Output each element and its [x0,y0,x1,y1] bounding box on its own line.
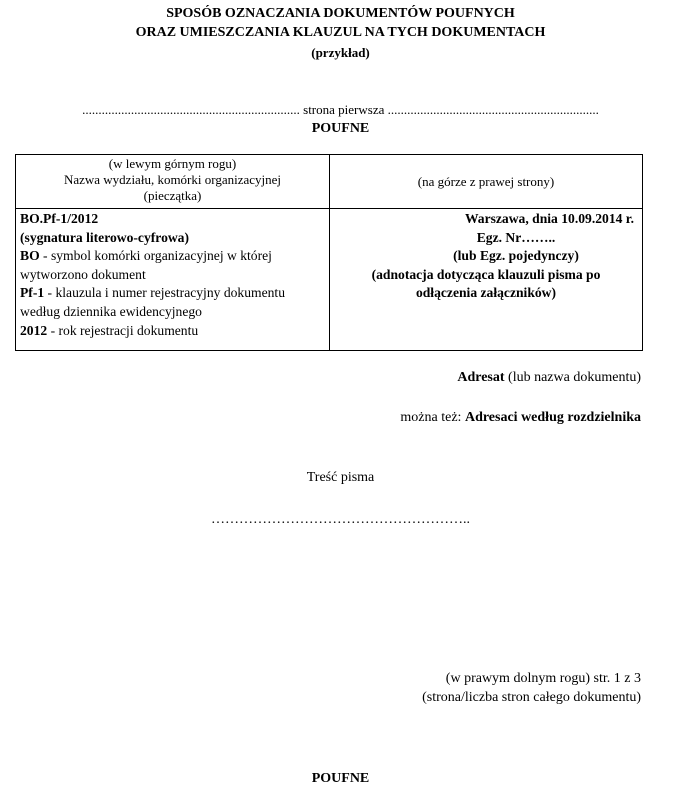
single-copy: (lub Egz. pojedynczy) [453,248,579,264]
pf-desc-2: według dziennika ewidencyjnego [20,303,202,319]
left-header-line-2: Nazwa wydziału, komórki organizacyjnej [63,172,282,187]
clause-note-2: odłączenia załączników) [415,285,557,301]
addressees-alt [400,410,641,426]
bo-desc: - symbol komórki organizacyjnej w której [39,248,272,264]
page-number-block [422,669,641,707]
bo-code: BO [20,248,40,264]
addressee-rest: (lub nazwa dokumentu) [504,370,641,385]
addressees-bold: Adresaci według rozdzielnika [464,410,641,425]
signature-desc: (sygnatura literowo-cyfrowa) [20,229,190,245]
content-label: Treść pisma [306,470,375,485]
classification-top: POUFNE [311,121,370,136]
left-header-line-1: (w lewym górnym rogu) [108,156,237,171]
signature: BO.Pf-1/2012 [20,211,99,226]
pf-desc: - klauzula i numer rejestracyjny dokumentu [44,285,285,301]
page-number-line-1: (w prawym dolnym rogu) str. 1 z 3 [445,671,641,686]
classification-bottom: POUFNE [311,771,370,786]
right-body-cell [330,209,643,351]
bo-desc-2: wytworzono dokument [20,266,146,282]
first-page-line: ................................................................... strona pierwsza ................................................................. [82,102,599,117]
addressee-label: Adresat [457,370,505,385]
addressee [457,370,641,386]
left-header-cell [16,155,330,209]
title-line-1: SPOSÓB OZNACZANIA DOKUMENTÓW POUFNYCH [166,6,515,21]
pf-code: Pf-1 [20,285,45,301]
clause-note-1: (adnotacja dotycząca klauzuli pisma po [371,266,601,282]
document-date: Warszawa, dnia 10.09.2014 r. [464,211,634,226]
document-subtitle: (przykład) [311,45,370,60]
page-number-line-2: (strona/liczba stron całego dokumentu) [422,690,641,705]
left-body-cell [16,209,330,351]
document-title [0,4,681,42]
right-header-cell: (na górze z prawej strony) [330,155,643,209]
year-line [20,322,325,341]
content-dots: ……………………………………………….. [211,512,470,527]
bo-line [20,247,325,266]
year-desc: - rok rejestracji dokumentu [47,322,199,338]
copy-number: Egz. Nr…….. [476,229,556,245]
left-header-line-3: (pieczątka) [143,188,202,203]
addressees-prefix: można też: [400,410,465,425]
pf-line [20,284,325,303]
title-line-2: ORAZ UMIESZCZANIA KLAUZUL NA TYCH DOKUMENTACH [135,25,546,40]
year-code: 2012 [20,322,48,338]
metadata-table [15,154,643,351]
